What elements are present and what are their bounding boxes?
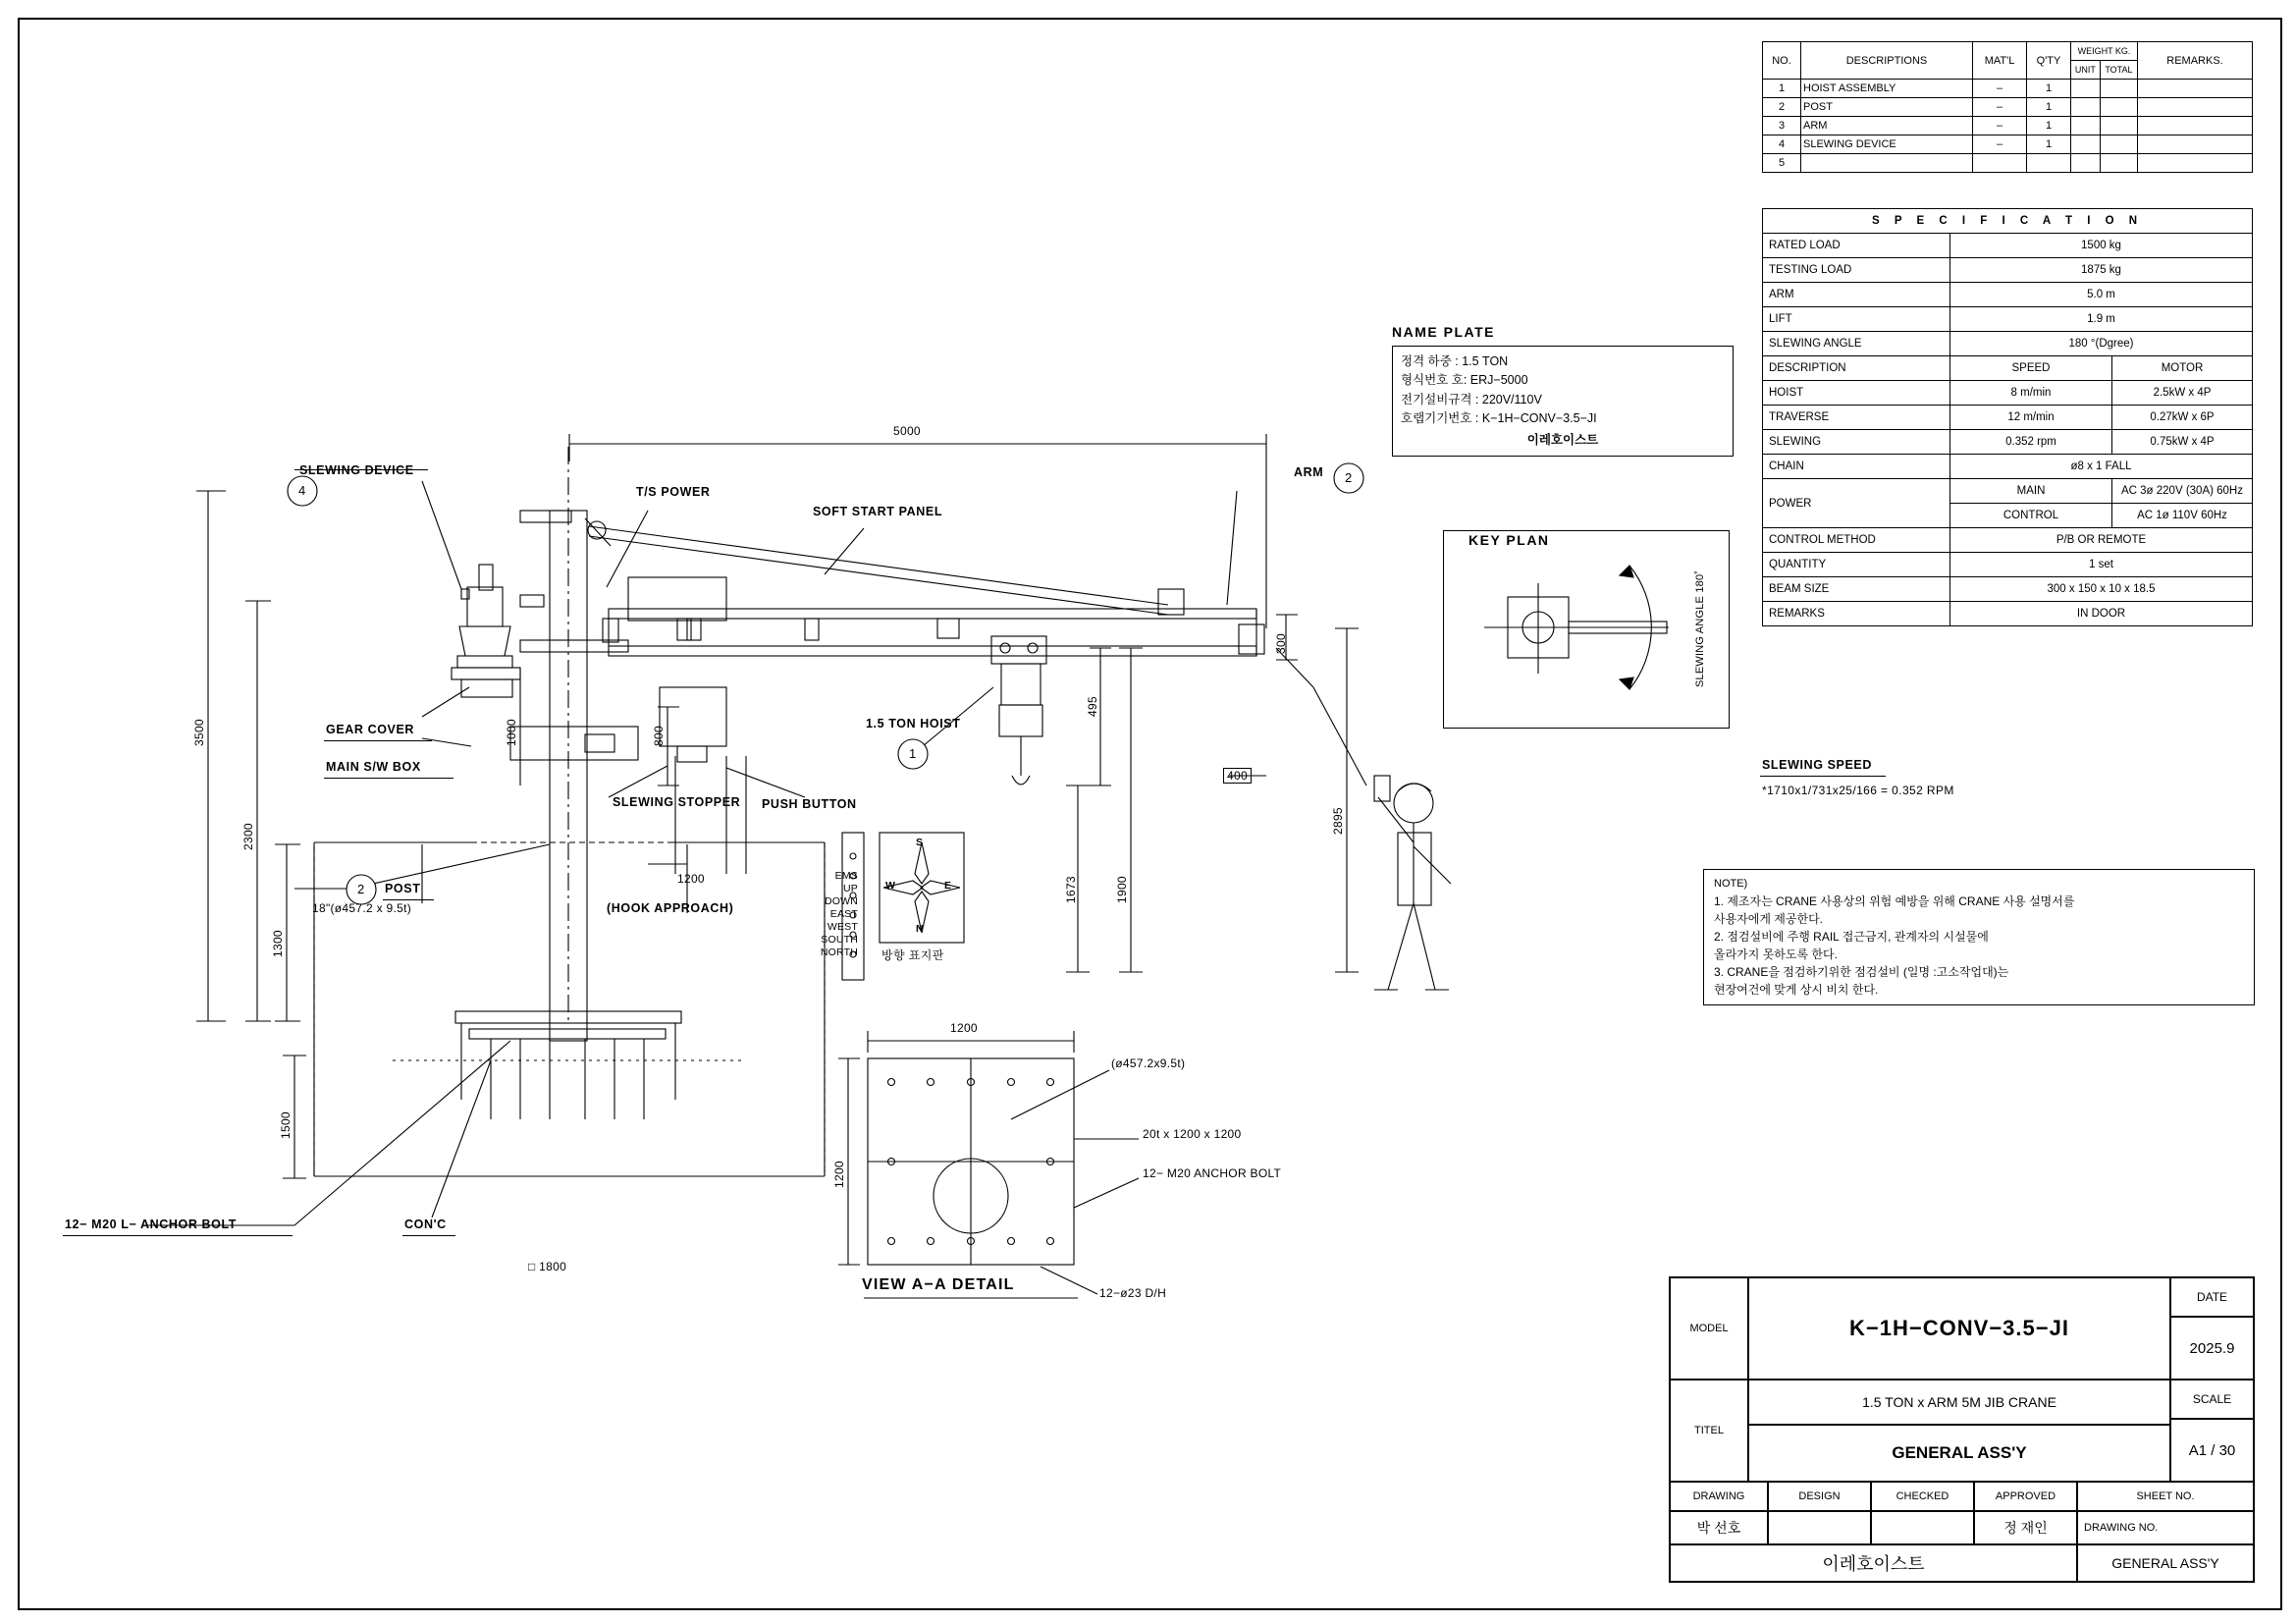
- bom-header-desc: DESCRIPTIONS: [1801, 42, 1973, 80]
- dim-1673: 1673: [1064, 876, 1078, 903]
- title-block: [1669, 1276, 2255, 1583]
- compass-e: E: [944, 880, 952, 892]
- bom-row-1-desc: POST: [1801, 98, 1973, 117]
- table-row: [1763, 135, 2253, 154]
- bom-header-qty: Q'TY: [2027, 42, 2071, 80]
- spec-motor-1-speed: 12 m/min: [1950, 406, 2112, 430]
- ems-item-6: NORTH: [820, 947, 858, 958]
- ems-item-1: UP: [843, 883, 858, 894]
- bom-row-4-no: 5: [1763, 154, 1801, 173]
- bom-row-1-no: 2: [1763, 98, 1801, 117]
- spec-tail-1-value: 1 set: [1950, 553, 2253, 577]
- label-conc: CON'C: [404, 1218, 447, 1231]
- dim-400: 400: [1223, 768, 1252, 784]
- bom-row-3-unit: [2071, 135, 2101, 154]
- spec-motor-1-desc: TRAVERSE: [1763, 406, 1950, 430]
- note-item-3: 올라가지 못하도록 한다.: [1714, 947, 1838, 961]
- spec-row-4-label: SLEWING ANGLE: [1763, 332, 1950, 356]
- spec-motor-2-motor: 0.75kW x 4P: [2112, 430, 2253, 455]
- bom-row-1-total: [2100, 98, 2137, 117]
- dim-3500: 3500: [192, 719, 206, 746]
- spec-tail-2-value: 300 x 150 x 10 x 18.5: [1950, 577, 2253, 602]
- title-block-col-checked: CHECKED: [1871, 1482, 1974, 1511]
- title-block-model-label: MODEL: [1670, 1277, 1748, 1380]
- spec-power-control-value: AC 1ø 110V 60Hz: [2112, 504, 2253, 528]
- title-block-title-value: 1.5 TON x ARM 5M JIB CRANE: [1748, 1380, 2170, 1425]
- ems-item-2: DOWN: [824, 895, 858, 907]
- dim-2300: 2300: [241, 823, 255, 850]
- title-block-scale-label: SCALE: [2170, 1380, 2254, 1419]
- table-row: [1763, 479, 2253, 504]
- bom-row-2-desc: ARM: [1801, 117, 1973, 135]
- key-plan-box: [1443, 530, 1730, 729]
- note-item-4: 3. CRANE을 점검하기위한 점검설비 (일명 :고소작업대)는: [1714, 964, 2009, 979]
- label-arm: ARM: [1294, 465, 1324, 479]
- spec-tail-3-value: IN DOOR: [1950, 602, 2253, 626]
- table-row: [1763, 455, 2253, 479]
- table-row: [1763, 80, 2253, 98]
- bom-row-0-remarks: [2138, 80, 2253, 98]
- table-row: [1763, 258, 2253, 283]
- name-plate-company: 이레호이스트: [1526, 432, 1599, 447]
- key-plan-angle-label: SLEWING ANGLE 180˚: [1694, 569, 1706, 687]
- bom-header-matl: MAT'L: [1973, 42, 2027, 80]
- note-item-0: 1. 제조자는 CRANE 사용상의 위험 예방을 위해 CRANE 사용 설명서를: [1714, 893, 2075, 908]
- table-row: [1763, 234, 2253, 258]
- table-row: [1763, 356, 2253, 381]
- label-push-button: PUSH BUTTON: [762, 797, 857, 811]
- table-row: [1763, 332, 2253, 356]
- bom-row-4-total: [2100, 154, 2137, 173]
- ems-item-0: EMS: [834, 870, 858, 882]
- detail-pipe-note: (ø457.2x9.5t): [1111, 1056, 1186, 1070]
- balloon-2: 2: [357, 882, 365, 896]
- dim-800: 800: [652, 726, 666, 746]
- bom-row-3-no: 4: [1763, 135, 1801, 154]
- dim-300: 300: [1274, 633, 1288, 654]
- spec-motor-header-desc: DESCRIPTION: [1763, 356, 1950, 381]
- ems-item-4: WEST: [827, 921, 858, 933]
- spec-tail-0-value: P/B OR REMOTE: [1950, 528, 2253, 553]
- key-plan-title: KEY PLAN: [1468, 532, 1550, 548]
- detail-title: VIEW A−A DETAIL: [862, 1276, 1015, 1293]
- dim-1300: 1300: [271, 930, 285, 957]
- spec-row-3-label: LIFT: [1763, 307, 1950, 332]
- table-row: [1763, 577, 2253, 602]
- dim-1000: 1000: [505, 719, 518, 746]
- name-plate-line-0: 정격 하중 : 1.5 TON: [1401, 354, 1509, 368]
- label-ts-power: T/S POWER: [636, 485, 711, 499]
- dim-2895: 2895: [1331, 807, 1345, 835]
- bom-row-1-matl: –: [1973, 98, 2027, 117]
- detail-bolt-note: 12− M20 ANCHOR BOLT: [1143, 1166, 1282, 1180]
- bom-row-0-qty: 1: [2027, 80, 2071, 98]
- table-row: [1763, 307, 2253, 332]
- dim-1200: 1200: [677, 872, 705, 886]
- dim-1500: 1500: [279, 1111, 293, 1139]
- spec-row-1-value: 1875 kg: [1950, 258, 2253, 283]
- spec-motor-2-desc: SLEWING: [1763, 430, 1950, 455]
- bom-row-3-total: [2100, 135, 2137, 154]
- spec-power-control-label: CONTROL: [1950, 504, 2112, 528]
- bom-header-remarks: REMARKS.: [2138, 42, 2253, 80]
- dim-1900: 1900: [1115, 876, 1129, 903]
- title-block-col-approved: APPROVED: [1974, 1482, 2077, 1511]
- specification-table: [1762, 208, 2253, 626]
- detail-hole-note: 12−ø23 D/H: [1099, 1286, 1167, 1300]
- balloon-2b: 2: [1345, 470, 1353, 485]
- dim-conc: □ 1800: [528, 1260, 567, 1273]
- note-title: NOTE): [1714, 878, 1748, 890]
- title-block-approved-name: 정 재인: [1974, 1511, 2077, 1544]
- table-row: [1763, 98, 2253, 117]
- title-block-col-drawing: DRAWING: [1670, 1482, 1768, 1511]
- spec-motor-3-speed: ø8 x 1 FALL: [1950, 455, 2253, 479]
- note-item-1: 사용자에게 제공한다.: [1714, 911, 1823, 926]
- label-gear-cover: GEAR COVER: [326, 723, 415, 736]
- spec-row-4-value: 180 °(Dgree): [1950, 332, 2253, 356]
- bom-row-2-matl: –: [1973, 117, 2027, 135]
- underline-slewing-device: [294, 469, 428, 471]
- bom-row-2-unit: [2071, 117, 2101, 135]
- title-block-title-value2: GENERAL ASS'Y: [1748, 1425, 2170, 1482]
- bom-row-2-no: 3: [1763, 117, 1801, 135]
- name-plate-title: NAME PLATE: [1392, 324, 1495, 340]
- bom-row-2-qty: 1: [2027, 117, 2071, 135]
- table-row: [1763, 381, 2253, 406]
- label-hoist: 1.5 TON HOIST: [866, 717, 961, 731]
- bom-row-3-remarks: [2138, 135, 2253, 154]
- bom-row-4-unit: [2071, 154, 2101, 173]
- note-box: [1703, 869, 2255, 1005]
- bom-row-4-remarks: [2138, 154, 2253, 173]
- title-block-drawing-no-label: DRAWING NO.: [2077, 1511, 2254, 1544]
- slewing-speed-title: SLEWING SPEED: [1762, 758, 1872, 772]
- spec-motor-header-speed: SPEED: [1950, 356, 2112, 381]
- spec-title: S P E C I F I C A T I O N: [1763, 209, 2253, 234]
- spec-motor-header-motor: MOTOR: [2112, 356, 2253, 381]
- bom-row-2-remarks: [2138, 117, 2253, 135]
- bom-row-3-qty: 1: [2027, 135, 2071, 154]
- spec-power-main-label: MAIN: [1950, 479, 2112, 504]
- underline-main-sw-box: [324, 778, 454, 780]
- underline-conc: [402, 1235, 455, 1237]
- underline-anchor-bolt-left: [63, 1235, 293, 1237]
- spec-row-0-value: 1500 kg: [1950, 234, 2253, 258]
- dim-5000: 5000: [893, 424, 921, 438]
- label-post-spec: 18"(ø457.2 x 9.5t): [312, 901, 412, 915]
- table-row: [1763, 154, 2253, 173]
- table-row: [1763, 430, 2253, 455]
- underline-slewing-speed: [1760, 776, 1886, 778]
- table-row: [1763, 406, 2253, 430]
- ems-item-3: EAST: [829, 908, 858, 920]
- title-block-date-value: 2025.9: [2170, 1317, 2254, 1380]
- bom-row-4-matl: [1973, 154, 2027, 173]
- spec-row-0-label: RATED LOAD: [1763, 234, 1950, 258]
- ems-item-5: SOUTH: [821, 934, 858, 946]
- title-block-company: 이레호이스트: [1670, 1544, 2077, 1582]
- title-block-col-design: DESIGN: [1768, 1482, 1871, 1511]
- table-row: [1763, 283, 2253, 307]
- compass-n: S: [916, 837, 924, 848]
- bom-table: [1762, 41, 2253, 173]
- label-slewing-device: SLEWING DEVICE: [299, 463, 414, 477]
- bom-row-0-no: 1: [1763, 80, 1801, 98]
- name-plate-line-1: 형식번호 호: ERJ−5000: [1401, 373, 1528, 388]
- bom-row-0-total: [2100, 80, 2137, 98]
- underline-gear-cover: [324, 740, 432, 742]
- spec-power-label: POWER: [1763, 479, 1950, 528]
- spec-row-1-label: TESTING LOAD: [1763, 258, 1950, 283]
- table-row: [1763, 602, 2253, 626]
- spec-motor-3-desc: CHAIN: [1763, 455, 1950, 479]
- title-block-date-label: DATE: [2170, 1277, 2254, 1317]
- label-hook-approach: (HOOK APPROACH): [607, 901, 734, 915]
- detail-plate-note: 20t x 1200 x 1200: [1143, 1127, 1242, 1141]
- label-main-sw-box: MAIN S/W BOX: [326, 760, 421, 774]
- note-item-2: 2. 점검설비에 주행 RAIL 접근금지, 관계자의 시설물에: [1714, 929, 1989, 944]
- bom-header-no: NO.: [1763, 42, 1801, 80]
- direction-plate-label: 방향 표지판: [881, 948, 944, 962]
- bom-header-weight: WEIGHT KG.: [2071, 42, 2138, 61]
- bom-row-0-matl: –: [1973, 80, 2027, 98]
- spec-motor-0-desc: HOIST: [1763, 381, 1950, 406]
- bom-row-0-unit: [2071, 80, 2101, 98]
- bom-row-2-total: [2100, 117, 2137, 135]
- title-block-scale-value: A1 / 30: [2170, 1419, 2254, 1482]
- dim-495: 495: [1086, 696, 1099, 717]
- spec-tail-3-label: REMARKS: [1763, 602, 1950, 626]
- title-block-drawing-name: 박 선호: [1670, 1511, 1768, 1544]
- compass-w: W: [885, 880, 896, 892]
- label-slewing-stopper: SLEWING STOPPER: [613, 795, 741, 809]
- detail-side-dim: 1200: [832, 1161, 846, 1188]
- slewing-speed-formula: *1710x1/731x25/166 = 0.352 RPM: [1762, 784, 1954, 797]
- label-anchor-bolt-left: 12− M20 L− ANCHOR BOLT: [65, 1218, 238, 1231]
- name-plate-line-3: 호랩기기번호 : K−1H−CONV−3.5−JI: [1401, 411, 1597, 426]
- name-plate: [1392, 346, 1734, 457]
- balloon-1: 1: [909, 746, 917, 761]
- title-block-model-value: K−1H−CONV−3.5−JI: [1748, 1277, 2170, 1380]
- spec-power-main-value: AC 3ø 220V (30A) 60Hz: [2112, 479, 2253, 504]
- bom-row-1-unit: [2071, 98, 2101, 117]
- title-block-design-name: [1768, 1511, 1871, 1544]
- bom-row-3-matl: –: [1973, 135, 2027, 154]
- bom-row-4-qty: [2027, 154, 2071, 173]
- bom-row-3-desc: SLEWING DEVICE: [1801, 135, 1973, 154]
- title-block-col-sheet: SHEET NO.: [2077, 1482, 2254, 1511]
- note-item-5: 현장여건에 맞게 상시 비치 한다.: [1714, 982, 1879, 997]
- spec-motor-0-speed: 8 m/min: [1950, 381, 2112, 406]
- ems-list: [813, 870, 858, 959]
- bom-row-0-desc: HOIST ASSEMBLY: [1801, 80, 1973, 98]
- bom-row-1-remarks: [2138, 98, 2253, 117]
- title-block-checked-name: [1871, 1511, 1974, 1544]
- spec-tail-1-label: QUANTITY: [1763, 553, 1950, 577]
- balloon-4: 4: [298, 483, 306, 498]
- detail-top-dim: 1200: [950, 1021, 978, 1035]
- spec-row-2-label: ARM: [1763, 283, 1950, 307]
- spec-motor-2-speed: 0.352 rpm: [1950, 430, 2112, 455]
- spec-row-3-value: 1.9 m: [1950, 307, 2253, 332]
- bom-row-1-qty: 1: [2027, 98, 2071, 117]
- table-row: [1763, 117, 2253, 135]
- spec-motor-1-motor: 0.27kW x 6P: [2112, 406, 2253, 430]
- label-soft-start-panel: SOFT START PANEL: [813, 505, 943, 518]
- spec-tail-0-label: CONTROL METHOD: [1763, 528, 1950, 553]
- bom-row-4-desc: [1801, 154, 1973, 173]
- bom-header-total: TOTAL: [2100, 61, 2137, 80]
- bom-header-unit: UNIT: [2071, 61, 2101, 80]
- label-post: POST: [385, 882, 421, 895]
- spec-tail-2-label: BEAM SIZE: [1763, 577, 1950, 602]
- name-plate-line-2: 전기설비규격 : 220V/110V: [1401, 392, 1542, 406]
- table-row: [1763, 528, 2253, 553]
- table-row: [1763, 553, 2253, 577]
- spec-motor-0-motor: 2.5kW x 4P: [2112, 381, 2253, 406]
- compass-s: N: [916, 923, 924, 935]
- title-block-drawing-no-value: GENERAL ASS'Y: [2077, 1544, 2254, 1582]
- spec-row-2-value: 5.0 m: [1950, 283, 2253, 307]
- title-block-title-label: TITEL: [1670, 1380, 1748, 1482]
